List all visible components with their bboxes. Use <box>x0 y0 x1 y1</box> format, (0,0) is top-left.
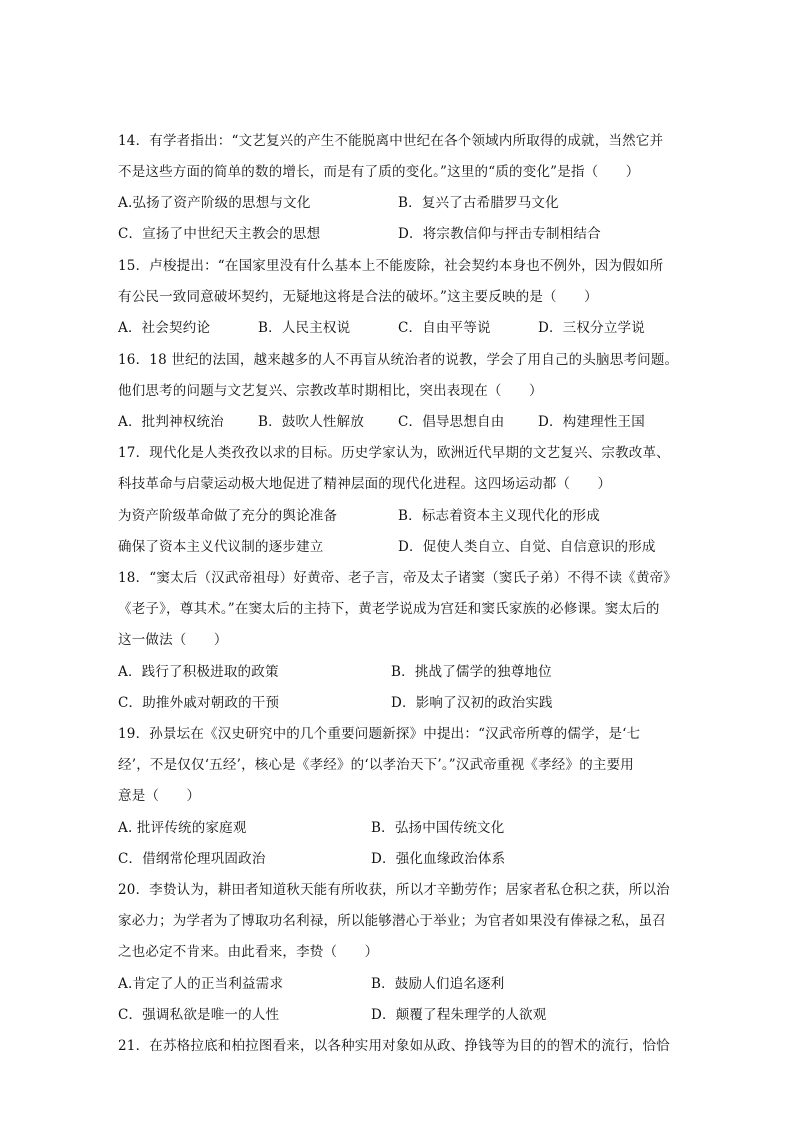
question-15-option-b: B．人民主权说 <box>258 320 351 336</box>
question-20-stem-line-1: 20．李贽认为，耕田者知道秋天能有所收获，所以才辛勤劳作；居家者私仓积之获，所以治 <box>118 882 670 898</box>
question-15-stem-line-2: 有公民一致同意破坏契约，无疑地这将是合法的破坏。”这主要反映的是（ ） <box>118 289 598 305</box>
question-17-option-a: 为资产阶级革命做了充分的舆论准备 <box>118 508 338 524</box>
question-19-option-a: A. 批评传统的家庭观 <box>118 820 247 836</box>
question-18-stem-line-3: 这一做法（ ） <box>118 632 228 648</box>
question-17-stem-line-2: 科技革命与启蒙运动极大地促进了精神层面的现代化进程。这四场运动都（ ） <box>118 476 612 492</box>
question-21-stem-line-1: 21．在苏格拉底和柏拉图看来，以各种实用对象如从政、挣钱等为目的的智术的流行，恰恰 <box>118 1038 670 1054</box>
question-19-stem-line-3: 意是（ ） <box>118 788 201 804</box>
question-15-option-a: A．社会契约论 <box>118 320 211 336</box>
question-14-option-c: C．宣扬了中世纪天主教会的思想 <box>118 226 321 242</box>
question-20-option-b: B．鼓励人们追名逐利 <box>371 976 505 992</box>
question-18-option-c: C．助推外戚对朝政的干预 <box>118 695 280 711</box>
question-18-option-b: B．挑战了儒学的独尊地位 <box>391 664 552 680</box>
question-19-option-d: D．强化血缘政治体系 <box>371 851 506 867</box>
question-19-option-c: C．借纲常伦理巩固政治 <box>118 851 266 867</box>
question-20-stem-line-2: 家必力；为学者为了博取功名利禄，所以能够潜心于举业；为官者如果没有俸禄之私，虽召 <box>118 913 666 929</box>
question-14-option-b: B．复兴了古希腊罗马文化 <box>398 195 559 211</box>
question-15-option-c: C．自由平等说 <box>398 320 491 336</box>
question-16-option-a: A．批判神权统治 <box>118 414 224 430</box>
question-17-option-b: B．标志着资本主义现代化的形成 <box>398 508 600 524</box>
question-16-option-d: D．构建理性王国 <box>538 414 645 430</box>
question-20-option-d: D．颠覆了程朱理学的人欲观 <box>371 1007 547 1023</box>
question-16-option-c: C．倡导思想自由 <box>398 414 505 430</box>
question-19-stem-line-2: 经’，不是仅仅‘五经’，核心是《孝经》的‘以孝治天下’。”汉武帝重视《孝经》的主要用 <box>118 757 635 773</box>
question-20-option-c: C．强调私欲是唯一的人性 <box>118 1007 280 1023</box>
question-20-option-a: A.肯定了人的正当利益需求 <box>118 976 284 992</box>
question-17-option-d: D．促使人类自立、自觉、自信意识的形成 <box>398 539 656 555</box>
question-18-stem-line-2: 《老子》，尊其术。”在窦太后的主持下，黄老学说成为宫廷和窦氏家族的必修课。窦太后的 <box>118 601 660 617</box>
question-16-stem-line-1: 16．18 世纪的法国，越来越多的人不再盲从统治者的说教，学会了用自己的头脑思考问题。 <box>118 352 679 368</box>
question-16-option-b: B．鼓吹人性解放 <box>258 414 365 430</box>
question-16-stem-line-2: 他们思考的问题与文艺复兴、宗教改革时期相比，突出表现在（ ） <box>118 383 543 399</box>
question-19-option-b: B．弘扬中国传统文化 <box>371 820 505 836</box>
question-14-option-d: D．将宗教信仰与抨击专制相结合 <box>398 226 601 242</box>
question-15-option-d: D．三权分立学说 <box>538 320 645 336</box>
question-14-stem-line-1: 14．有学者指出：“文艺复兴的产生不能脱离中世纪在各个领域内所取得的成就，当然它并 <box>118 133 664 149</box>
question-14-option-a: A.弘扬了资产阶级的思想与文化 <box>118 195 311 211</box>
question-15-stem-line-1: 15．卢梭提出：“在国家里没有什么基本上不能废除，社会契约本身也不例外，因为假如所 <box>118 258 664 274</box>
question-14-stem-line-2: 不是这些方面的简单的数的增长，而是有了质的变化。”这里的“质的变化”是指（ ） <box>118 164 640 180</box>
question-20-stem-line-3: 之也必定不肯来。由此看来，李贽（ ） <box>118 944 379 960</box>
question-18-option-d: D．影响了汉初的政治实践 <box>391 695 553 711</box>
question-19-stem-line-1: 19．孙景坛在《汉史研究中的几个重要问题新探》中提出：“汉武帝所尊的儒学，是‘七 <box>118 726 641 742</box>
question-17-option-c: 确保了资本主义代议制的逐步建立 <box>118 539 324 555</box>
question-18-stem-line-1: 18．“窦太后（汉武帝祖母）好黄帝、老子言，帝及太子诸窦（窦氏子弟）不得不读《黄帝》 <box>118 570 677 586</box>
question-18-option-a: A．践行了积极进取的政策 <box>118 664 279 680</box>
question-17-stem-line-1: 17．现代化是人类孜孜以求的目标。历史学家认为，欧洲近代早期的文艺复兴、宗教改革、 <box>118 445 670 461</box>
